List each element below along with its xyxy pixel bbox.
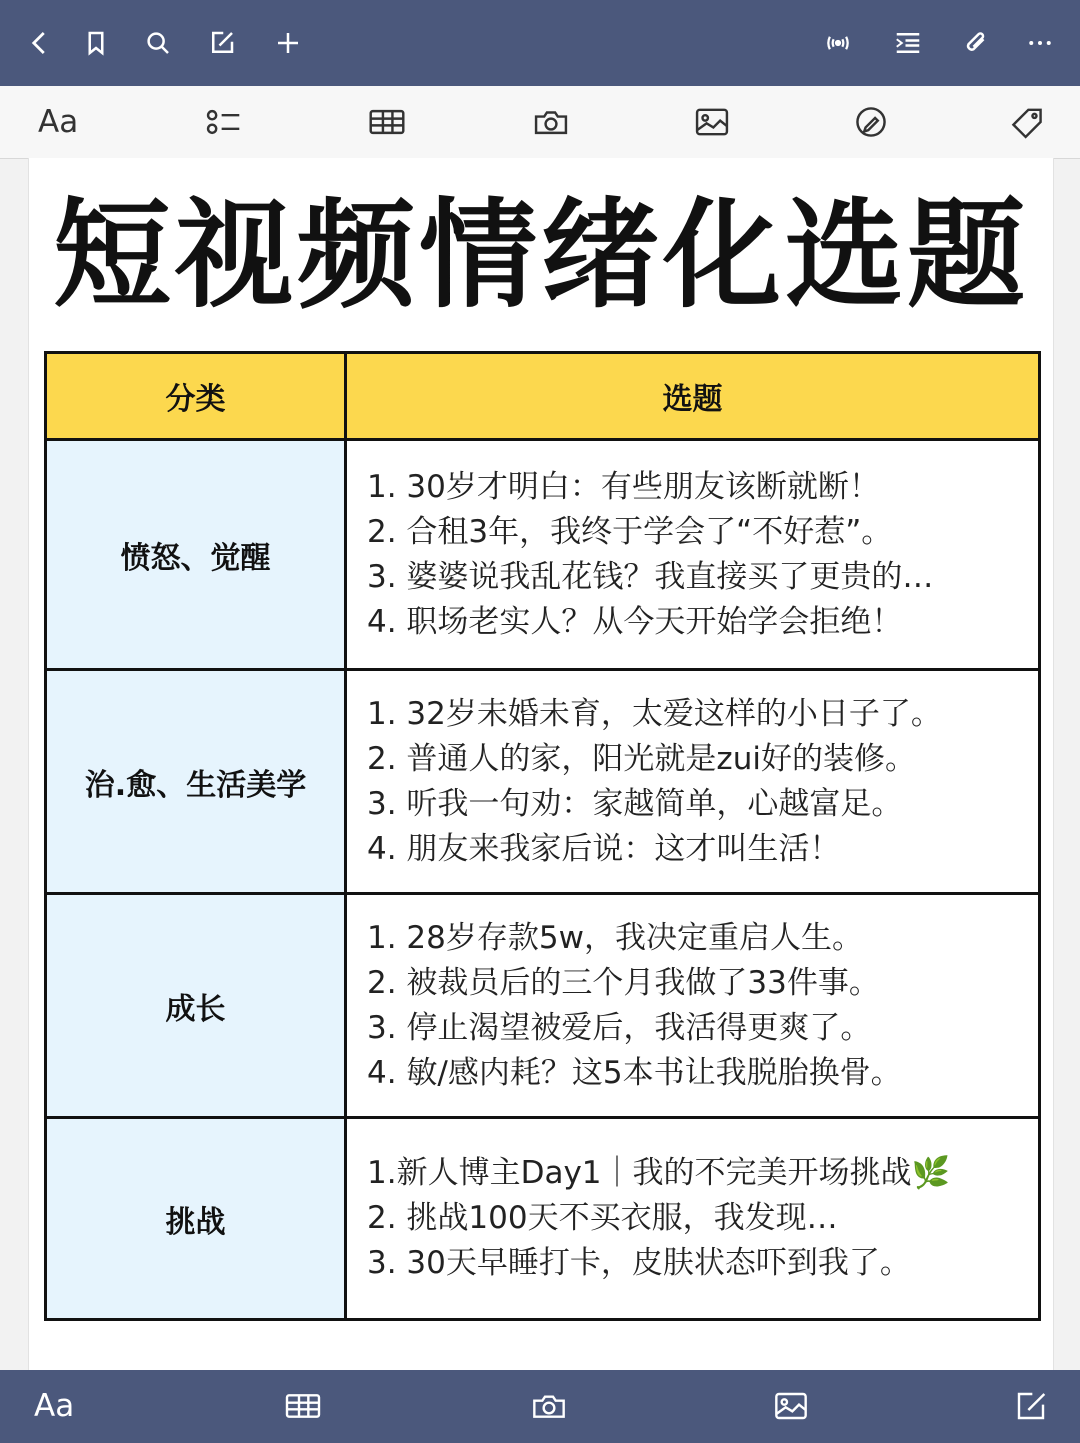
topic-item: 2. 挑战100天不买衣服，我发现… <box>367 1200 838 1236</box>
topic-item: 2. 合租3年，我终于学会了“不好惹”。 <box>367 513 893 550</box>
tag-icon[interactable] <box>1008 102 1046 142</box>
text-style-label: Aa <box>34 1388 75 1424</box>
bookmark-icon[interactable] <box>76 23 116 63</box>
header-category: 分类 <box>46 353 346 440</box>
plus-icon[interactable] <box>268 23 308 63</box>
topics-cell <box>346 670 1040 894</box>
text-style-label: Aa <box>38 104 79 140</box>
category-cell: 成长 <box>46 894 346 1118</box>
topic-item: 3. 听我一句劝：家越简单，心越富足。 <box>367 785 903 822</box>
table-row <box>46 670 1040 894</box>
topics-cell <box>346 894 1040 1118</box>
table-header-row <box>46 353 1040 440</box>
table-icon[interactable] <box>284 1386 322 1426</box>
table-row <box>46 440 1040 670</box>
topic-item: 2. 被裁员后的三个月我做了33件事。 <box>367 964 880 1001</box>
topic-item: 1.新人博主Day1｜我的不完美开场挑战🌿 <box>367 1155 951 1191</box>
category-cell: 治.愈、生活美学 <box>46 670 346 894</box>
paperclip-icon[interactable] <box>956 23 996 63</box>
outline-icon[interactable] <box>888 23 928 63</box>
header-topics: 选题 <box>346 353 1040 440</box>
table-row <box>46 1118 1040 1320</box>
image-icon[interactable] <box>772 1386 810 1426</box>
topics-cell <box>346 1118 1040 1320</box>
topic-item: 4. 敏/感内耗？这5本书让我脱胎换骨。 <box>367 1054 902 1091</box>
topics-table <box>44 351 1041 1321</box>
topic-item: 3. 停止渴望被爱后，我活得更爽了。 <box>367 1009 872 1046</box>
bottom-toolbar <box>0 1370 1080 1443</box>
camera-icon[interactable] <box>532 102 570 142</box>
topic-item: 4. 朋友来我家后说：这才叫生活！ <box>367 830 841 867</box>
more-icon[interactable] <box>1020 23 1060 63</box>
edit-icon[interactable] <box>202 23 242 63</box>
topics-cell <box>346 440 1040 670</box>
image-icon[interactable] <box>693 102 731 142</box>
document-title: 短视频情绪化选题 <box>52 186 1029 324</box>
table-icon[interactable] <box>368 102 406 142</box>
top-toolbar <box>0 0 1080 86</box>
pen-icon[interactable] <box>852 102 890 142</box>
text-style-button[interactable] <box>34 1386 74 1426</box>
text-style-button[interactable] <box>38 102 78 142</box>
topic-item: 3. 30天早睡打卡，皮肤状态吓到我了。 <box>367 1245 911 1281</box>
category-cell: 挑战 <box>46 1118 346 1320</box>
checklist-icon[interactable] <box>204 102 242 142</box>
compose-icon[interactable] <box>1012 1386 1050 1426</box>
category-cell: 愤怒、觉醒 <box>46 440 346 670</box>
search-icon[interactable] <box>138 23 178 63</box>
topic-item: 3. 婆婆说我乱花钱？我直接买了更贵的… <box>367 558 934 595</box>
topic-item: 1. 28岁存款5w，我决定重启人生。 <box>367 919 863 956</box>
topic-item: 1. 30岁才明白：有些朋友该断就断！ <box>367 468 880 505</box>
table-row <box>46 894 1040 1118</box>
topic-item: 2. 普通人的家，阳光就是zui好的装修。 <box>367 740 916 777</box>
broadcast-icon[interactable] <box>818 23 858 63</box>
camera-icon[interactable] <box>530 1386 568 1426</box>
topic-item: 4. 职场老实人？从今天开始学会拒绝！ <box>367 603 903 640</box>
format-toolbar <box>0 86 1080 159</box>
back-icon[interactable] <box>20 23 60 63</box>
topic-item: 1. 32岁未婚未育，太爱这样的小日子了。 <box>367 695 942 732</box>
document-page <box>28 158 1054 1370</box>
